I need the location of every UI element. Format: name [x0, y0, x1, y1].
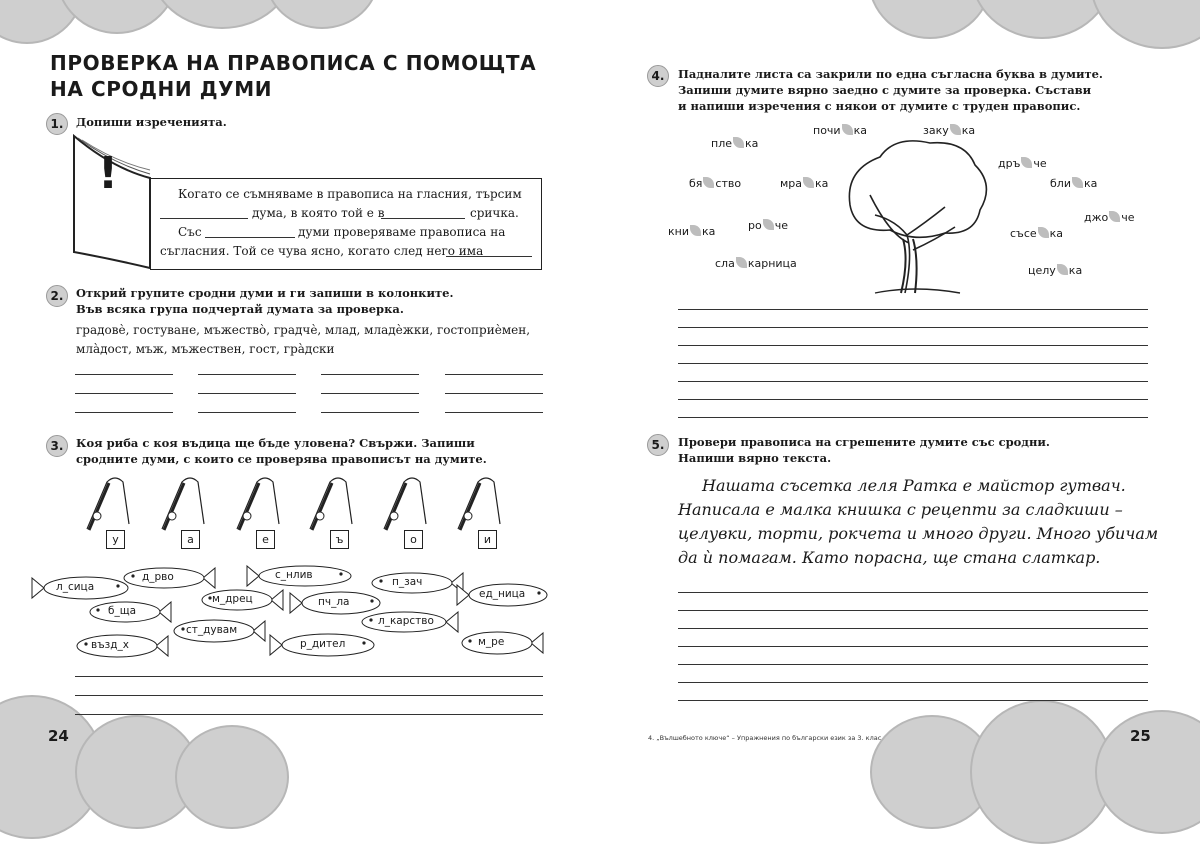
letter-box-uh[interactable]: ъ [330, 530, 349, 549]
task2-words-1: градовѐ, гостуване, мъжествò, градчѐ, млад, младѐжки, гостоприѐмен, [76, 323, 531, 337]
answer-line[interactable] [321, 393, 419, 394]
rule-line-2b: сричка. [470, 206, 519, 220]
leaf-icon [690, 225, 701, 236]
fish-item[interactable] [88, 600, 173, 624]
leaf-icon [1057, 264, 1068, 275]
leaf-word [998, 157, 1047, 170]
word-part: съсе [1010, 227, 1037, 240]
task-number-3: 3. [46, 435, 68, 457]
word-part: кни [668, 225, 689, 238]
decor-cloud [175, 725, 289, 829]
handwritten-line-2: Написала е малка книшка с рецепти за сладкиши – [678, 500, 1123, 519]
word-part: ро [748, 219, 762, 232]
decor-cloud [1090, 0, 1200, 49]
answer-line[interactable] [678, 610, 1148, 611]
word-part: ка [1068, 264, 1083, 277]
word-part: почи [813, 124, 841, 137]
fishing-rod-icon [235, 474, 285, 538]
handwritten-line-4: да ѝ помагам. Като порасна, ще стана слаткар. [678, 548, 1101, 567]
task-number-1: 1. [46, 113, 68, 135]
leaf-icon [733, 137, 744, 148]
fish-item[interactable] [75, 633, 170, 659]
rule-line-3b: думи проверяваме правописа на [298, 225, 506, 239]
fish-label: б_ща [108, 605, 137, 617]
blank-line[interactable] [160, 218, 248, 219]
task4-instruction-3: и напиши изречения с някои от думите с труден правопис. [678, 99, 1081, 113]
answer-line[interactable] [678, 345, 1148, 346]
fish-item[interactable] [360, 610, 460, 634]
fish-item[interactable] [268, 632, 378, 658]
page-title: ПРОВЕРКА НА ПРАВОПИСА С ПОМОЩТА НА СРОДНИ ДУМИ [50, 51, 537, 101]
task1-instruction: Допиши изреченията. [76, 115, 227, 129]
leaf-word [668, 225, 715, 238]
leaf-icon [1021, 157, 1032, 168]
fish-item[interactable] [245, 564, 355, 588]
answer-line[interactable] [75, 714, 543, 715]
answer-line[interactable] [75, 695, 543, 696]
leaf-icon [736, 257, 747, 268]
answer-line[interactable] [678, 664, 1148, 665]
fish-label: д_рво [142, 571, 174, 583]
leaf-word [715, 257, 797, 270]
fish-label: пч_ла [318, 596, 350, 608]
left-page [0, 0, 600, 765]
answer-line[interactable] [445, 374, 543, 375]
answer-line[interactable] [678, 417, 1148, 418]
letter-box-e[interactable]: е [256, 530, 275, 549]
leaf-word [711, 137, 758, 150]
fish-label: л_сица [56, 581, 95, 593]
word-part: че [774, 219, 788, 232]
handwritten-line-3: целувки, торти, рокчета и много други. Много убичам [678, 524, 1159, 543]
answer-line[interactable] [75, 676, 543, 677]
answer-line[interactable] [75, 393, 173, 394]
leaf-icon [950, 124, 961, 135]
task5-instruction-2: Напиши вярно текста. [678, 451, 832, 465]
fish-label: с_нлив [275, 569, 313, 581]
answer-line[interactable] [678, 363, 1148, 364]
fish-item[interactable] [370, 571, 465, 595]
word-part: пле [711, 137, 732, 150]
leaf-icon [803, 177, 814, 188]
rule-line-4: съгласния. Той се чува ясно, когато след него има [160, 244, 484, 258]
task3-instruction-2: сродните думи, с които се проверява правописът на думите. [76, 452, 487, 466]
rule-line-1: Когато се съмняваме в правописа на гласния, търсим [178, 187, 522, 201]
fish-item[interactable] [30, 575, 130, 601]
fish-label: л_карство [378, 615, 434, 627]
fish-label: п_зач [392, 576, 423, 588]
leaf-word [1028, 264, 1082, 277]
word-part: ка [745, 137, 759, 150]
answer-line[interactable] [678, 700, 1148, 701]
decor-cloud [55, 0, 179, 34]
leaf-icon [1038, 227, 1049, 238]
task-number-4: 4. [647, 65, 669, 87]
letter-box-a[interactable]: а [181, 530, 200, 549]
word-part: сла [715, 257, 735, 270]
answer-line[interactable] [321, 412, 419, 413]
fish-item[interactable] [172, 618, 267, 644]
word-part: ка [853, 124, 867, 137]
leaf-icon [1109, 211, 1120, 222]
fish-label: ед_ница [479, 588, 526, 600]
task3-instruction-1: Коя риба с коя въдица ще бъде уловена? Свържи. Запиши [76, 436, 475, 450]
task5-instruction-1: Провери правописа на сгрешените думите със сродни. [678, 435, 1050, 449]
word-part: джо [1084, 211, 1109, 224]
fishing-rod-icon [160, 474, 210, 538]
fish-label: м_ре [478, 636, 505, 648]
blank-line[interactable] [205, 237, 295, 238]
letter-box-i[interactable]: и [478, 530, 497, 549]
word-part: заку [923, 124, 949, 137]
fishing-rod-icon [456, 474, 506, 538]
leaf-word [689, 177, 741, 190]
decor-cloud [150, 0, 294, 29]
footer-note: 4. „Вълшебното ключе“ – Упражнения по български език за 3. клас [648, 734, 882, 742]
leaf-word [780, 177, 828, 190]
page-number: 24 [48, 727, 69, 745]
word-part: ка [815, 177, 829, 190]
word-part: ка [961, 124, 976, 137]
answer-line[interactable] [678, 309, 1148, 310]
tree-icon [845, 135, 995, 299]
fish-item[interactable] [455, 582, 550, 608]
right-page [600, 0, 1200, 765]
exclamation-icon: ! [98, 148, 119, 199]
answer-line[interactable] [321, 374, 419, 375]
answer-line[interactable] [75, 374, 173, 375]
answer-line[interactable] [678, 646, 1148, 647]
word-part: дръ [998, 157, 1021, 170]
answer-line[interactable] [198, 412, 296, 413]
leaf-icon [1072, 177, 1083, 188]
word-part: ка [702, 225, 716, 238]
task2-instruction-1: Открий групите сродни думи и ги запиши в колонките. [76, 286, 454, 300]
fish-item[interactable] [122, 566, 217, 590]
handwritten-line-1: Нашата съсетка леля Ратка е майстор гутвач. [702, 476, 1126, 495]
answer-line[interactable] [678, 628, 1148, 629]
fish-item[interactable] [460, 630, 545, 656]
answer-line[interactable] [678, 399, 1148, 400]
blank-line[interactable] [446, 256, 532, 257]
decor-cloud [265, 0, 379, 29]
fishing-rod-icon [85, 474, 135, 538]
task4-instruction-1: Падналите листа са закрили по една съгласна буква в думите. [678, 67, 1103, 81]
blank-line[interactable] [381, 218, 465, 219]
fishing-rod-icon [382, 474, 432, 538]
letter-box-u[interactable]: у [106, 530, 125, 549]
fish-label: м_дрец [212, 593, 253, 605]
leaf-word [813, 124, 867, 137]
fish-label: ст_дувам [186, 624, 238, 636]
fish-label: възд_х [91, 639, 129, 651]
leaf-word [923, 124, 975, 137]
answer-line[interactable] [198, 374, 296, 375]
decor-cloud [868, 0, 992, 39]
task-number-5: 5. [647, 434, 669, 456]
word-part: целу [1028, 264, 1056, 277]
leaf-word [1010, 227, 1063, 240]
answer-line[interactable] [678, 682, 1148, 683]
answer-line[interactable] [75, 412, 173, 413]
leaf-icon [703, 177, 714, 188]
word-part: ка [1049, 227, 1064, 240]
answer-line[interactable] [678, 381, 1148, 382]
task4-instruction-2: Запиши думите вярно заедно с думите за проверка. Състави [678, 83, 1092, 97]
fish-label: р_дител [300, 638, 346, 650]
word-part: че [1121, 211, 1135, 224]
leaf-word [1050, 177, 1097, 190]
page-number: 25 [1130, 727, 1151, 745]
decor-cloud [970, 0, 1114, 39]
task2-instruction-2: Във всяка група подчертай думата за проверка. [76, 302, 404, 316]
task-number-2: 2. [46, 285, 68, 307]
answer-line[interactable] [198, 393, 296, 394]
answer-line[interactable] [678, 327, 1148, 328]
leaf-word [748, 219, 788, 232]
rule-line-3a: Със [178, 225, 202, 239]
answer-line[interactable] [678, 592, 1148, 593]
decor-cloud [970, 700, 1114, 844]
fish-item[interactable] [200, 588, 285, 612]
leaf-icon [842, 124, 853, 135]
word-part: мра [780, 177, 803, 190]
leaf-word [1084, 211, 1135, 224]
task2-words-2: млàдост, мъж, мъжествен, гост, грàдски [76, 342, 335, 356]
answer-line[interactable] [445, 412, 543, 413]
word-part: ка [1083, 177, 1098, 190]
word-part: ство [715, 177, 742, 190]
word-part: че [1033, 157, 1047, 170]
word-part: бя [689, 177, 703, 190]
fishing-rod-icon [308, 474, 358, 538]
leaf-icon [763, 219, 774, 230]
letter-box-o[interactable]: о [404, 530, 423, 549]
word-part: бли [1050, 177, 1071, 190]
word-part: карница [747, 257, 797, 270]
answer-line[interactable] [445, 393, 543, 394]
rule-line-2a: дума, в която той е в [252, 206, 385, 220]
